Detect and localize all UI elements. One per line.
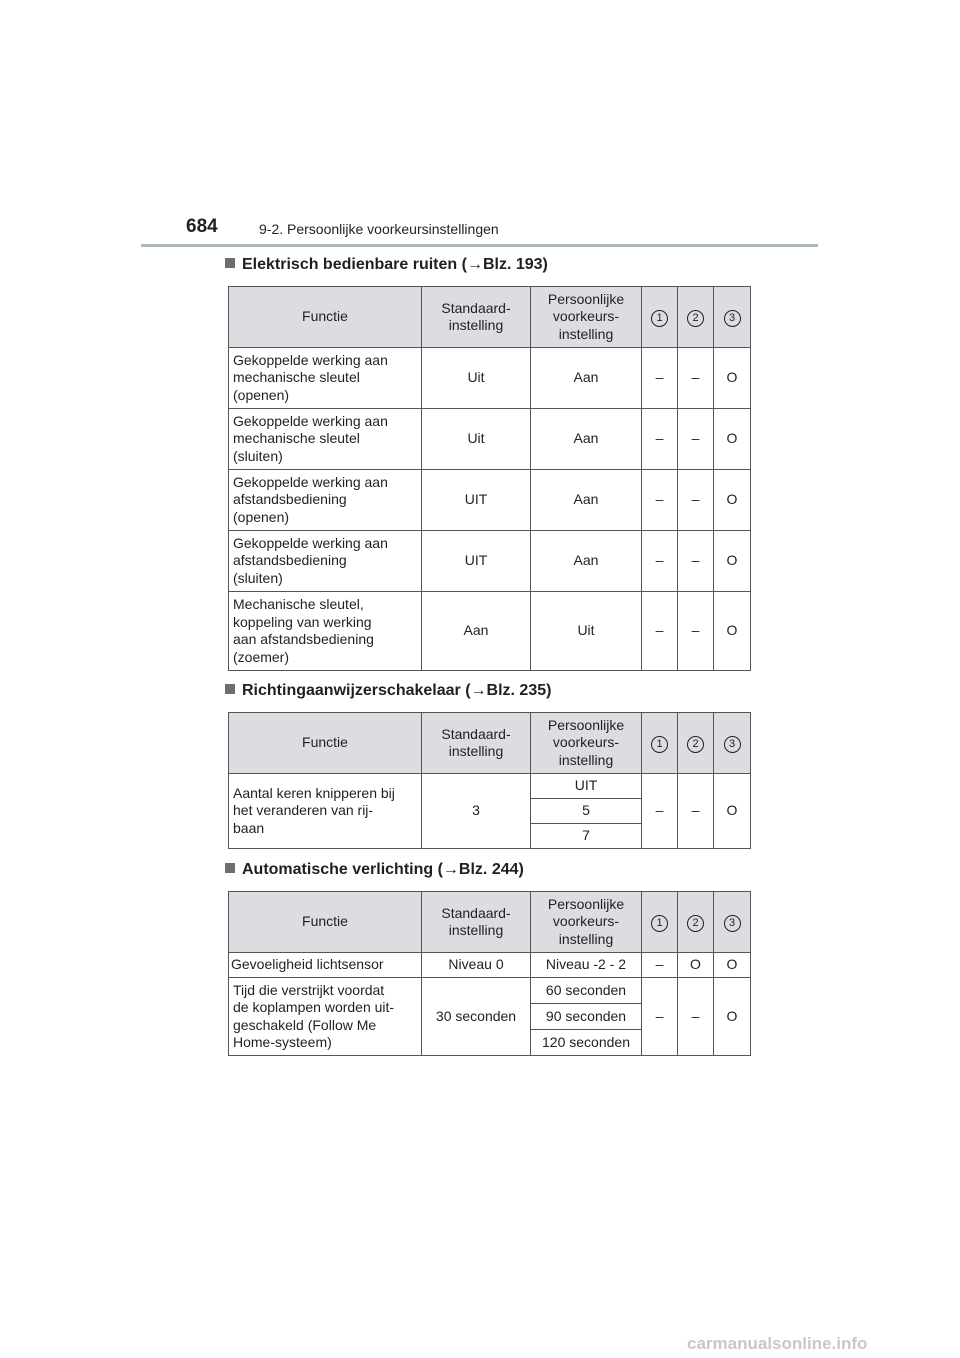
- cell-personal: Niveau -2 - 2: [531, 953, 642, 978]
- circled-3-icon: 3: [724, 736, 741, 753]
- col-header-3: [714, 287, 751, 348]
- turn-signal-table: [228, 712, 751, 849]
- cell-c1: –: [642, 592, 678, 671]
- cell-personal-option: 5: [531, 799, 642, 824]
- arrow-icon: →: [466, 256, 483, 273]
- square-bullet-icon: [225, 684, 235, 694]
- col-header-function: Functie: [229, 287, 422, 348]
- cell-function: Gekoppelde werking aan afstandsbediening (sluiten): [229, 531, 422, 592]
- cell-c1: –: [642, 953, 678, 978]
- col-header-default: [422, 287, 531, 348]
- col-header-default: [422, 713, 531, 774]
- auto-lights-table: [228, 891, 751, 1056]
- col-header-personal: [531, 287, 642, 348]
- table-row: [229, 470, 751, 531]
- col-header-personal-text: Persoonlijke voorkeurs- instelling: [547, 290, 625, 342]
- cell-c2: –: [678, 348, 714, 409]
- table-header-row: [229, 287, 751, 348]
- cell-personal-option: 90 seconden: [531, 1004, 642, 1030]
- cell-default: 30 seconden: [422, 978, 531, 1056]
- heading-ref: Blz. 193): [482, 256, 548, 273]
- col-header-2: [678, 892, 714, 953]
- cell-function: Gevoeligheid lichtsensor: [229, 953, 422, 978]
- section-heading-power-windows: [225, 255, 548, 275]
- table-header-row: [229, 713, 751, 774]
- col-header-default-text: Standaard- instelling: [441, 904, 511, 938]
- table-row: [229, 592, 751, 671]
- cell-c3: O: [714, 774, 751, 849]
- section-heading-turn-signal: [225, 681, 551, 701]
- cell-default: Uit: [422, 409, 531, 470]
- cell-c3: O: [714, 409, 751, 470]
- cell-c2: –: [678, 978, 714, 1056]
- power-windows-table: [228, 286, 751, 671]
- cell-c2: –: [678, 774, 714, 849]
- table-row: [229, 409, 751, 470]
- col-header-personal: [531, 892, 642, 953]
- col-header-2: [678, 287, 714, 348]
- cell-function: Gekoppelde werking aan mechanische sleutel (openen): [229, 348, 422, 409]
- circled-3-icon: 3: [724, 915, 741, 932]
- watermark: carmanualsonline.info: [687, 1334, 868, 1353]
- cell-personal: Uit: [531, 592, 642, 671]
- cell-default: UIT: [422, 531, 531, 592]
- circled-2-icon: 2: [687, 310, 704, 327]
- cell-personal: Aan: [531, 409, 642, 470]
- cell-c1: –: [642, 409, 678, 470]
- col-header-default-text: Standaard- instelling: [441, 725, 511, 759]
- col-header-personal-text: Persoonlijke voorkeurs- instelling: [547, 895, 625, 947]
- cell-c1: –: [642, 531, 678, 592]
- page-number: 684: [186, 216, 218, 237]
- cell-function: Tijd die verstrijkt voordat de koplampen worden uit- geschakeld (Follow Me Home-systeem): [229, 978, 422, 1056]
- cell-default: Niveau 0: [422, 953, 531, 978]
- cell-c1: –: [642, 978, 678, 1056]
- square-bullet-icon: [225, 258, 235, 268]
- col-header-3: [714, 713, 751, 774]
- cell-c2: O: [678, 953, 714, 978]
- col-header-function: Functie: [229, 713, 422, 774]
- cell-c3: O: [714, 978, 751, 1056]
- cell-function: Gekoppelde werking aan afstandsbediening (openen): [229, 470, 422, 531]
- col-header-1: [642, 287, 678, 348]
- circled-1-icon: 1: [651, 915, 668, 932]
- table-row: [229, 348, 751, 409]
- col-header-function: Functie: [229, 892, 422, 953]
- cell-c2: –: [678, 470, 714, 531]
- col-header-2: [678, 713, 714, 774]
- cell-c1: –: [642, 470, 678, 531]
- square-bullet-icon: [225, 863, 235, 873]
- cell-default: UIT: [422, 470, 531, 531]
- cell-personal-option: 120 seconden: [531, 1030, 642, 1056]
- running-header: 9-2. Persoonlijke voorkeursinstellingen: [259, 221, 499, 237]
- heading-ref: Blz. 244): [458, 861, 524, 878]
- col-header-personal-text: Persoonlijke voorkeurs- instelling: [547, 716, 625, 768]
- col-header-1: [642, 713, 678, 774]
- cell-c2: –: [678, 531, 714, 592]
- header-rule: [141, 244, 818, 247]
- cell-personal: Aan: [531, 470, 642, 531]
- col-header-default: [422, 892, 531, 953]
- cell-c3: O: [714, 953, 751, 978]
- col-header-default-text: Standaard- instelling: [441, 299, 511, 333]
- cell-c3: O: [714, 470, 751, 531]
- col-header-3: [714, 892, 751, 953]
- cell-c1: –: [642, 774, 678, 849]
- heading-text: Richtingaanwijzerschakelaar (: [242, 682, 471, 699]
- arrow-icon: →: [442, 861, 459, 878]
- circled-2-icon: 2: [687, 736, 704, 753]
- cell-default: Aan: [422, 592, 531, 671]
- col-header-personal: [531, 713, 642, 774]
- cell-personal-option: UIT: [531, 774, 642, 799]
- cell-c2: –: [678, 592, 714, 671]
- cell-personal: Aan: [531, 531, 642, 592]
- circled-1-icon: 1: [651, 310, 668, 327]
- table-header-row: [229, 892, 751, 953]
- col-header-1: [642, 892, 678, 953]
- heading-ref: Blz. 235): [486, 682, 552, 699]
- table-row: [229, 978, 751, 1004]
- heading-text: Elektrisch bedienbare ruiten (: [242, 256, 467, 273]
- cell-function: Gekoppelde werking aan mechanische sleutel (sluiten): [229, 409, 422, 470]
- table-row: [229, 531, 751, 592]
- circled-1-icon: 1: [651, 736, 668, 753]
- cell-c2: –: [678, 409, 714, 470]
- cell-c1: –: [642, 348, 678, 409]
- cell-c3: O: [714, 348, 751, 409]
- cell-c3: O: [714, 592, 751, 671]
- cell-function: Mechanische sleutel, koppeling van werking aan afstandsbediening (zoemer): [229, 592, 422, 671]
- table-row: [229, 953, 751, 978]
- cell-personal-option: 60 seconden: [531, 978, 642, 1004]
- cell-default: Uit: [422, 348, 531, 409]
- cell-personal-option: 7: [531, 824, 642, 849]
- arrow-icon: →: [470, 682, 487, 699]
- cell-default: 3: [422, 774, 531, 849]
- cell-function: Aantal keren knipperen bij het veranderen van rij- baan: [229, 774, 422, 849]
- heading-text: Automatische verlichting (: [242, 861, 443, 878]
- circled-3-icon: 3: [724, 310, 741, 327]
- section-heading-auto-lights: [225, 860, 524, 880]
- cell-personal: Aan: [531, 348, 642, 409]
- cell-c3: O: [714, 531, 751, 592]
- table-row: [229, 774, 751, 799]
- circled-2-icon: 2: [687, 915, 704, 932]
